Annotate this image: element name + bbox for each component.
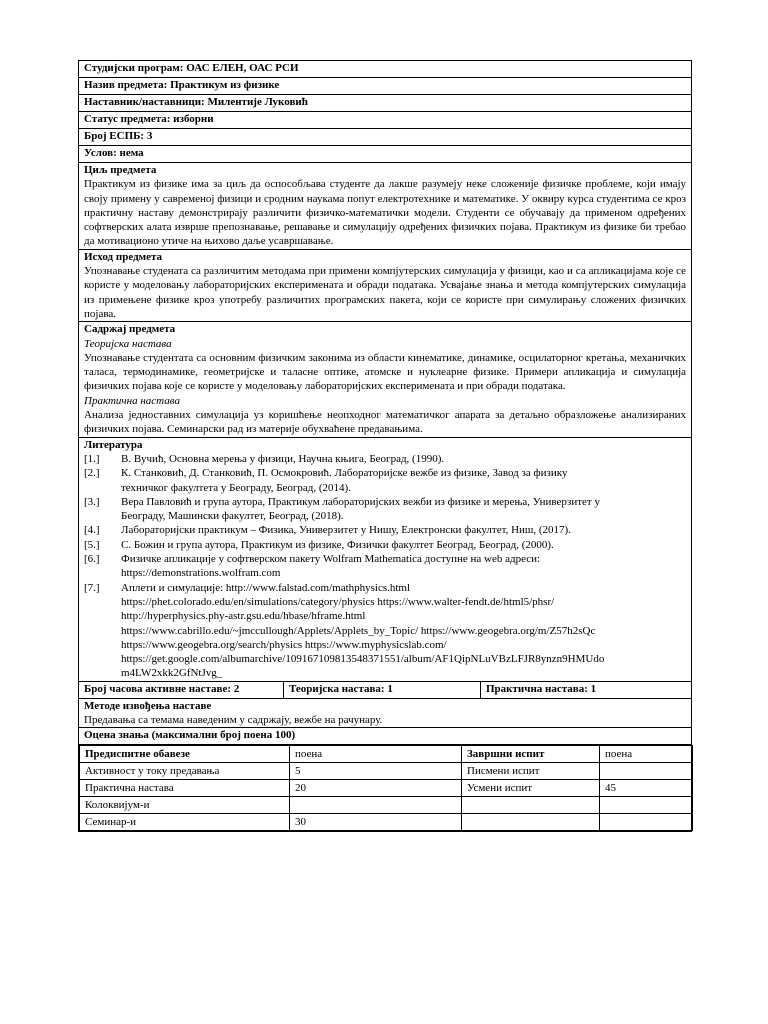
teachers: Наставник/наставници: Милентије Луковић [79,95,692,112]
literature-item-line: С. Божин и група аутора, Практикум из физике, Физички факултет Београд, Београд, (2000). [121,538,554,551]
grading-row [80,780,693,797]
literature-item [84,452,686,466]
grading-cell: 5 [290,763,462,780]
literature-item-line: https://get.google.com/albumarchive/109167109813548371551/album/AF1QipNLuVBzLFJR8ynzn9HMUdo [121,653,605,666]
course-goal-section [79,163,692,250]
syllabus-table [78,60,692,832]
literature-list [84,452,686,681]
study-program: Студијски програм: ОАС ЕЛЕН, ОАС РСИ [79,61,692,78]
grading-cell: 20 [290,780,462,797]
grading-header: поена [600,746,693,763]
course-name: Назив предмета: Практикум из физике [79,78,692,95]
grading-cell: Семинар-и [80,814,290,831]
course-status: Статус предмета: изборни [79,112,692,129]
literature-item-number: [1.] [84,452,100,465]
grading-section [79,745,692,832]
grading-header: поена [290,746,462,763]
grading-title: Оцена знања (максимални број поена 100) [79,728,692,745]
literature-item-line: Физичке апликације у софтверском пакету Wolfram Mathematica доступне на web адреси: [121,553,541,566]
literature-item-line: В. Вучић, Основна мерења у физици, Научна књига, Београд, (1990). [121,452,445,465]
literature-item-number: [2.] [84,467,100,480]
course-goal-title: Циљ предмета [84,164,157,176]
grading-cell: Писмени испит [462,763,600,780]
literature-item-line: Вера Павловић и група аутора, Практикум лабораторијских вежби из физике и мерења, Универзитет у [121,495,600,508]
prerequisites: Услов: нема [79,146,692,163]
literature-item-line: http://hyperphysics.phy-astr.gsu.edu/hbase/hframe.html [121,610,366,623]
grading-cell [600,797,693,814]
literature-item [84,495,686,524]
theory-text: Упознавање студентата са основним физичким законима из области кинематике, динамике, осцилаторног кретања, механичких таласа, термодинамике, геометријске и таласне оптике, атомске и нуклеарне физике. Примери апликација и симулација физичких појава које се користе у моделовању лабораторијских експеримената и при обради података. [84,351,687,393]
literature-item-number: [7.] [84,581,100,594]
teaching-methods-text: Предавања са темама наведеним у садржају, вежбе на рачунару. [84,713,383,726]
literature-section [79,437,692,681]
literature-item-number: [3.] [84,495,100,508]
literature-item-number: [4.] [84,524,100,537]
literature-item-line: https://www.geogebra.org/search/physics https://www.myphysicslab.com/ [121,638,447,651]
course-goal-text: Практикум из физике има за циљ да оспособљава студенте да лакше разумеју неке сложеније физичке проблеме, који имају своју примену у савременој физици и сродним наукама попут електротехнике и математике. У оквиру курса студентима се кроз практичну наставу демонстрирају различити физичко-математички модели. Студенти се обучавају да применом одређених софтверских алата изврше препознавање, решавање и симулацију одређених физичких појава. Практикум из физике би требао да мотивационо утиче на њихово даље усавршавање. [84,178,687,248]
literature-item-line: https://www.cabrillo.edu/~jmccullough/Applets/Applets_by_Topic/ https://www.geogebra.org/m/Z57h2sQc [121,624,596,637]
grading-cell [600,814,693,831]
theory-title: Теоријска настава [84,337,172,350]
literature-item [84,581,686,681]
literature-item [84,523,686,537]
grading-cell [600,763,693,780]
literature-item-line: техничког факултета у Београду, Београд, (2014). [121,481,351,494]
teaching-methods-section [79,698,692,728]
course-outcome-title: Исход предмета [84,250,163,263]
literature-item-number: [6.] [84,553,100,566]
grading-table [79,745,693,831]
course-content-title: Садржај предмета [84,323,176,336]
grading-row [80,797,693,814]
literature-item-line: m4LW2xkk2GfNtJvg_ [121,667,223,680]
literature-item-line: https://demonstrations.wolfram.com [121,567,281,580]
literature-title: Литература [84,438,143,451]
course-syllabus [78,60,691,832]
active-hours: Број часова активне наставе: 2 [79,681,284,698]
literature-item [84,538,686,552]
grading-row [80,814,693,831]
grading-row [80,763,693,780]
grading-cell: Колоквијум-и [80,797,290,814]
practice-title: Практична настава [84,394,180,407]
literature-item-line: К. Станковић, Д. Станковић, П. Осмокровић. Лабораторијске вежбе из физике, Завод за физику [121,467,568,480]
grading-cell [290,797,462,814]
literature-item-line: Београду, Машински факултет, Београд, (2018). [121,510,344,523]
literature-item [84,552,686,581]
course-content-section [79,322,692,437]
practice-hours: Практична настава: 1 [481,681,692,698]
grading-cell: 45 [600,780,693,797]
grading-cell: 30 [290,814,462,831]
grading-cell: Усмени испит [462,780,600,797]
literature-item-line: Лабораторијски практикум – Физика, Универзитет у Нишу, Електронски факултет, Ниш, (2017). [121,524,571,537]
grading-header: Завршни испит [462,746,600,763]
ects-credits: Број ЕСПБ: 3 [79,129,692,146]
theory-hours: Теоријска настава: 1 [284,681,481,698]
grading-cell: Активност у току предавања [80,763,290,780]
practice-text: Анализа једноставних симулација уз коришћење неопходног математичког апарата за детаљно образложење анализираних физичких појава. Семинарски рад из материје обухваћене предавањима. [84,409,687,436]
teaching-methods-title: Методе извођења наставе [84,699,212,712]
literature-item-line: Аплети и симулације: http://www.falstad.com/mathphysics.html [121,581,411,594]
grading-header-row [80,746,693,763]
grading-cell [462,797,600,814]
grading-header: Предиспитне обавезе [80,746,290,763]
grading-cell: Практична настава [80,780,290,797]
literature-item-line: https://phet.colorado.edu/en/simulations/category/physics https://www.walter-fendt.de/html5/phsr/ [121,595,555,608]
grading-cell [462,814,600,831]
literature-item-number: [5.] [84,538,100,551]
literature-item [84,466,686,495]
course-outcome-text: Упознавање студената са различитим методама при примени компјутерских симулација у физици, као и са апликацијама које се користе у моделовању лабораторијских експеримената и обради података. Усвајање знања и метода компјутерских симулација из примењене физике кроз употребу различитих програмских пакета, који се користе при симулирању сложених физичких појава. [84,265,687,320]
course-outcome-section [79,249,692,321]
